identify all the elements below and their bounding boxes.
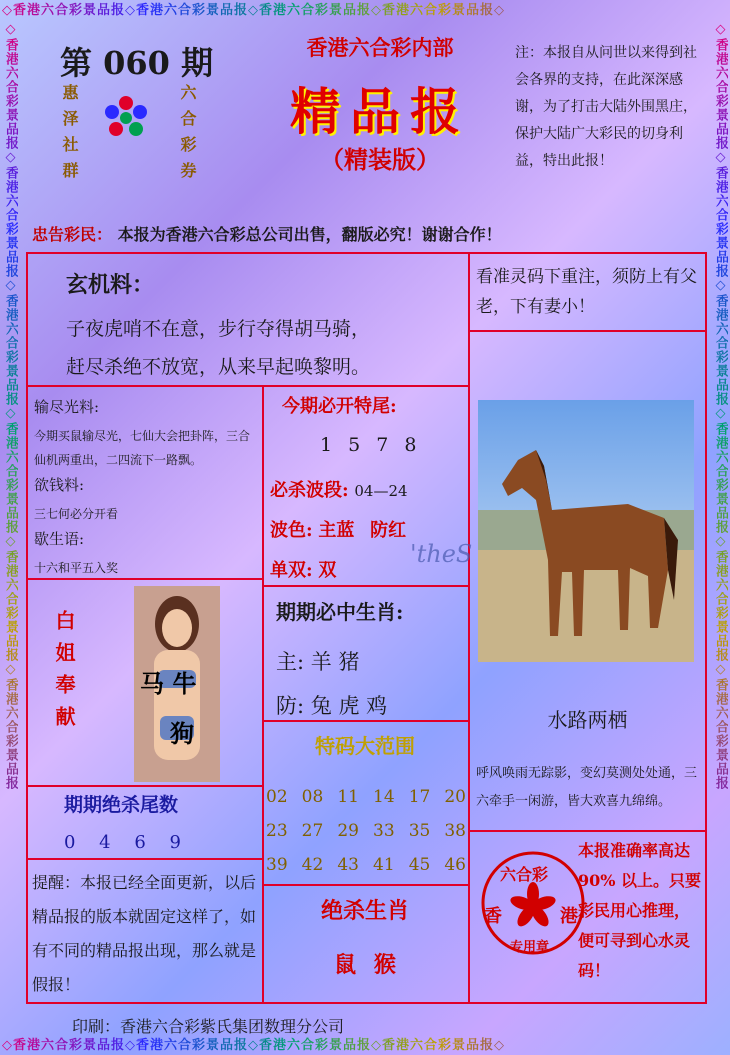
accuracy-text: 本报准确率高达 90% 以上。只要彩民用心推理，便可寻到心水灵码！ — [578, 841, 702, 980]
bai-jie-label: 白姐奉献 — [52, 610, 76, 738]
horse-photo — [478, 400, 694, 662]
grid-divider-right — [468, 252, 470, 1004]
tewei-numbers: 1 5 7 8 — [320, 434, 417, 456]
page-title: 精品报 — [290, 82, 470, 141]
range-cell: 46 — [444, 855, 466, 875]
dan-row — [270, 556, 336, 582]
range-cell: 43 — [337, 855, 359, 875]
lottery-logo-icon — [100, 92, 152, 144]
watermark-text: 'theS — [410, 540, 473, 568]
header-subtitle: 香港六合彩内部 — [306, 35, 454, 60]
stamp-bottom-text: 专用章 — [510, 940, 550, 955]
shu-text: 今期买鼠输尽光，七仙大会把卦阵，三合仙机两重出，二四流下一路飘。 — [34, 429, 251, 467]
fang-value: 兔 虎 鸡 — [310, 694, 388, 718]
overlay-text-2: 狗 — [170, 719, 194, 748]
range-cell: 27 — [301, 821, 324, 841]
frame-right-banner: ◇香港六合彩景品报◇香港六合彩景品报◇香港六合彩景品报◇香港六合彩景品报◇香港六合彩景品报◇香港六合彩景品报 — [712, 22, 728, 1036]
grid-divider-left-2 — [26, 785, 262, 787]
horse-caption: 水路两栖 — [547, 708, 628, 732]
frame-top-banner: ◇香港六合彩景品报◇香港六合彩景品报◇香港六合彩景品报◇香港六合彩景品报◇ — [0, 0, 730, 22]
range-row-3 — [266, 848, 466, 882]
jue-value: 鼠 猴 — [334, 952, 396, 978]
range-cell: 14 — [373, 787, 395, 807]
range-cell: 17 — [408, 787, 431, 807]
xuanji-line-1: 子夜虎哨不在意，步行夺得胡马骑， — [66, 318, 371, 340]
range-cell: 08 — [301, 787, 324, 807]
range-cell: 42 — [301, 855, 324, 875]
range-cell: 23 — [266, 821, 288, 841]
range-cell: 02 — [266, 787, 288, 807]
overlay-text-1: 马 牛 — [140, 669, 197, 698]
weishu-digits: 0 4 6 9 — [64, 832, 181, 853]
jue-title: 绝杀生肖 — [320, 898, 409, 924]
stamp-right-text: 港 — [560, 906, 578, 927]
issue-number: 第 060 期 — [60, 44, 214, 82]
fang-row — [276, 690, 387, 720]
zhu-row — [276, 646, 359, 676]
fang-label: 防: — [276, 694, 305, 718]
range-grid — [266, 780, 466, 882]
warning-text: 本报为香港六合彩总公司出售，翻版必究！谢谢合作！ — [117, 225, 502, 244]
dan-value: 双 — [318, 560, 337, 581]
range-cell: 35 — [408, 821, 431, 841]
bose-row — [270, 516, 406, 542]
grid-divider-xuanji — [26, 385, 468, 387]
bosha-value: 04—24 — [354, 482, 408, 500]
header-right-chars: 六合彩券 — [178, 84, 197, 188]
top-right-slogan: 看准灵码下重注，须防上有父老，下有妻小！ — [476, 267, 697, 317]
range-title: 特码大范围 — [315, 734, 415, 758]
range-cell: 33 — [373, 821, 395, 841]
bose-label: 波色: — [270, 520, 313, 541]
range-cell: 20 — [444, 787, 466, 807]
range-cell: 41 — [373, 855, 395, 875]
horse-poem: 呼风唤雨无踪影，变幻莫测处处通，三六牵手一闲游，皆大欢喜九绵绵。 — [476, 766, 698, 809]
yu-title: 欲钱料: — [34, 476, 85, 494]
range-cell: 29 — [337, 821, 359, 841]
grid-divider-left-3 — [26, 858, 262, 860]
bosha-label: 必杀波段: — [270, 480, 349, 501]
grid-divider-mid-1 — [262, 585, 468, 587]
xuanji-title: 玄机料： — [66, 272, 155, 298]
grid-divider-mid-2 — [262, 720, 468, 722]
grid-divider-mid-3 — [262, 884, 468, 886]
xie-title: 歇生语: — [34, 530, 85, 548]
frame-bottom-banner: ◇香港六合彩景品报◇香港六合彩景品报◇香港六合彩景品报◇香港六合彩景品报◇ — [0, 1036, 730, 1055]
weishu-title: 期期绝杀尾数 — [64, 794, 179, 816]
range-row-2 — [266, 814, 466, 848]
grid-divider-right-2 — [468, 830, 707, 832]
header-left-chars: 惠泽社群 — [60, 84, 79, 188]
tip-text: 提醒：本报已经全面更新，以后精品报的版本就固定这样了，如有不同的精品报出现，那么就是假报！ — [32, 873, 257, 994]
range-cell: 11 — [337, 787, 359, 807]
warning-banner — [32, 222, 692, 245]
stamp-left-text: 香 — [484, 906, 502, 927]
yu-text: 三七何必分开看 — [34, 507, 119, 521]
stamp-top-text: 六合彩 — [500, 865, 549, 884]
zhu-value: 羊 猪 — [310, 650, 360, 674]
warning-label: 忠告彩民： — [32, 225, 113, 244]
shu-title: 输尽光料: — [34, 398, 100, 416]
header-notice: 注：本报自从问世以来得到社会各界的支持，在此深深感谢，为了打击大陆外围黑庄，保护大陆广大彩民的切身利益，特出此报！ — [515, 45, 697, 169]
edition-label: （精装版） — [320, 145, 440, 174]
bose-main: 主蓝 — [318, 520, 355, 541]
shengxiao-title: 期期必中生肖: — [276, 600, 404, 624]
range-cell: 45 — [408, 855, 431, 875]
grid-divider-topright — [468, 330, 707, 332]
frame-left-banner: ◇香港六合彩景品报◇香港六合彩景品报◇香港六合彩景品报◇香港六合彩景品报◇香港六合彩景品报◇香港六合彩景品报 — [2, 22, 18, 1036]
bose-guard: 防红 — [370, 520, 407, 541]
range-cell: 39 — [266, 855, 288, 875]
bosha-row — [270, 476, 408, 502]
printer-info: 印刷：香港六合彩紫氏集团数理分公司 — [72, 1017, 345, 1036]
xie-text: 十六和平五入奖 — [34, 561, 119, 575]
zhu-label: 主: — [276, 650, 305, 674]
grid-divider-left-1 — [26, 578, 262, 580]
range-row-1 — [266, 780, 466, 814]
xuanji-line-2: 赶尽杀绝不放宽，从来早起唤黎明。 — [66, 356, 371, 378]
range-cell: 38 — [444, 821, 466, 841]
tewei-title: 今期必开特尾: — [282, 396, 397, 417]
dan-label: 单双: — [270, 560, 313, 581]
